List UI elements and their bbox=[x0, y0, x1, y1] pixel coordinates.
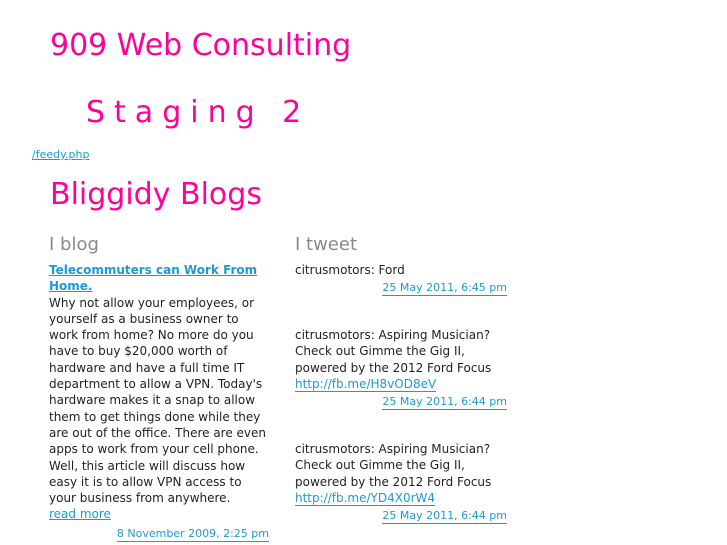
tweet-short-link[interactable]: http://fb.me/YD4X0rW4 bbox=[295, 490, 436, 505]
tweet-date-row bbox=[295, 393, 507, 410]
tweet-date-row bbox=[295, 279, 507, 296]
read-more-link[interactable]: read more bbox=[49, 507, 111, 522]
feed-link[interactable]: /feedy.php bbox=[32, 148, 90, 161]
post-title-link[interactable]: Telecommuters can Work From Home. bbox=[49, 263, 258, 294]
tweet-date-link[interactable]: 25 May 2011, 6:45 pm bbox=[382, 281, 507, 295]
post-date-row bbox=[49, 525, 269, 542]
site-subtitle: Staging 2 bbox=[86, 95, 311, 130]
tweet-item bbox=[295, 327, 507, 410]
site-title: 909 Web Consulting bbox=[50, 28, 352, 63]
post-body: Why not allow your employees, or yourself as a business owner to work from home? No more do you have to buy $20,000 worth of hardware and have a full time IT department to allow a VPN. Today's hardware makes it a snap to allow them to get things done while they are out of the office. There are even apps to work from your cell phone. Well, this article will discuss how easy it is to allow VPN access to your business from anywhere. bbox=[49, 295, 267, 506]
blog-post bbox=[49, 262, 269, 542]
tweet-date-link[interactable]: 25 May 2011, 6:44 pm bbox=[382, 395, 507, 409]
tweet-date-link[interactable]: 25 May 2011, 6:44 pm bbox=[382, 509, 507, 523]
tweet-text: citrusmotors: Aspiring Musician? Check out Gimme the Gig II, powered by the 2012 Ford Focus bbox=[295, 328, 492, 375]
tweet-date-row bbox=[295, 507, 507, 524]
section-title: Bliggidy Blogs bbox=[50, 177, 262, 212]
tweet-text: citrusmotors: Aspiring Musician? Check out Gimme the Gig II, powered by the 2012 Ford Focus bbox=[295, 442, 492, 489]
tweet-text: citrusmotors: Ford bbox=[295, 263, 405, 277]
tweet-short-link[interactable]: http://fb.me/H8vOD8eV bbox=[295, 376, 437, 391]
tweet-item bbox=[295, 262, 507, 297]
post-date-link[interactable]: 8 November 2009, 2:25 pm bbox=[116, 526, 269, 540]
tweet-item bbox=[295, 441, 507, 524]
tweet-heading: I tweet bbox=[295, 234, 358, 255]
blog-heading: I blog bbox=[49, 234, 99, 255]
